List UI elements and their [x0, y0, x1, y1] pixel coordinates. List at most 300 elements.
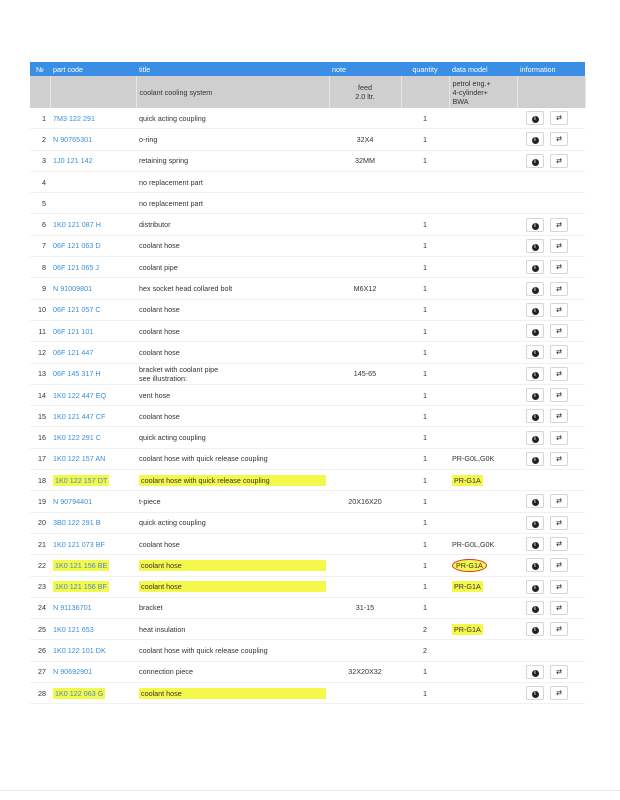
- row-number: 10: [30, 299, 50, 320]
- part-code-link[interactable]: N 91136701: [50, 597, 136, 618]
- part-title: quick acting coupling: [136, 108, 329, 129]
- info-button[interactable]: [526, 111, 544, 125]
- table-row: [30, 661, 585, 682]
- group-model-line1: petrol eng.+: [452, 78, 491, 88]
- part-note: [329, 108, 401, 129]
- part-code-link[interactable]: N 90794401: [50, 491, 136, 512]
- part-data-model: [449, 342, 517, 363]
- table-row: [30, 193, 585, 214]
- part-info-actions: [517, 661, 585, 682]
- row-number: 9: [30, 278, 50, 299]
- info-icon: i: [532, 457, 539, 464]
- part-info-actions: [517, 427, 585, 448]
- info-icon: i: [532, 137, 539, 144]
- part-info-actions: [517, 320, 585, 341]
- info-icon: i: [532, 627, 539, 634]
- info-icon: i: [532, 585, 539, 592]
- row-number: 18: [30, 470, 50, 491]
- info-button[interactable]: [526, 516, 544, 530]
- part-data-model: [449, 257, 517, 278]
- part-note: 32X4: [329, 129, 401, 150]
- swap-button[interactable]: [550, 601, 568, 615]
- info-button[interactable]: [526, 303, 544, 317]
- info-button[interactable]: [526, 537, 544, 551]
- swap-button[interactable]: [550, 580, 568, 594]
- part-note: [329, 214, 401, 235]
- part-info-actions: [517, 342, 585, 363]
- swap-button[interactable]: [550, 218, 568, 232]
- table-row: [30, 278, 585, 299]
- part-code-link[interactable]: 1K0 122 157 AN: [50, 448, 136, 469]
- part-info-actions: [517, 619, 585, 640]
- part-note: [329, 342, 401, 363]
- part-quantity: 1: [401, 533, 449, 554]
- swap-button[interactable]: [550, 132, 568, 146]
- part-data-model: [449, 363, 517, 384]
- info-button[interactable]: [526, 260, 544, 274]
- swap-button[interactable]: [550, 516, 568, 530]
- table-row: [30, 533, 585, 554]
- part-quantity: 1: [401, 342, 449, 363]
- group-note: [329, 76, 401, 108]
- part-note: [329, 576, 401, 597]
- part-info-actions: [517, 299, 585, 320]
- row-number: 21: [30, 533, 50, 554]
- info-button[interactable]: [526, 431, 544, 445]
- part-note: [329, 555, 401, 576]
- part-note: [329, 619, 401, 640]
- part-info-actions: [517, 491, 585, 512]
- table-row: [30, 555, 585, 576]
- swap-button[interactable]: [550, 282, 568, 296]
- part-info-actions: [517, 384, 585, 405]
- part-title: quick acting coupling: [136, 427, 329, 448]
- row-number: 23: [30, 576, 50, 597]
- part-code-link[interactable]: 06F 121 065 J: [50, 257, 136, 278]
- part-info-actions: [517, 597, 585, 618]
- swap-button[interactable]: [550, 494, 568, 508]
- row-number: 7: [30, 235, 50, 256]
- part-code-link[interactable]: N 91009801: [50, 278, 136, 299]
- header-part-code[interactable]: part code: [50, 62, 136, 76]
- part-info-actions: [517, 406, 585, 427]
- part-note: [329, 683, 401, 704]
- swap-button[interactable]: [550, 303, 568, 317]
- part-title: no replacement part: [136, 171, 329, 192]
- table-row: [30, 235, 585, 256]
- group-row: [30, 76, 585, 108]
- info-button[interactable]: [526, 239, 544, 253]
- swap-arrows-icon: ⇄: [556, 498, 562, 506]
- row-number: 3: [30, 150, 50, 171]
- info-button[interactable]: [526, 601, 544, 615]
- part-info-actions: [517, 470, 585, 491]
- info-icon: i: [532, 563, 539, 570]
- info-icon: i: [532, 116, 539, 123]
- swap-button[interactable]: [550, 388, 568, 402]
- part-note: [329, 257, 401, 278]
- swap-button[interactable]: [550, 665, 568, 679]
- swap-arrows-icon: ⇄: [556, 285, 562, 293]
- part-code-link[interactable]: 7M3 122 291: [50, 108, 136, 129]
- part-data-model: PR-G1A: [449, 470, 517, 491]
- part-data-model: PR-G1A: [449, 555, 517, 576]
- part-info-actions: [517, 129, 585, 150]
- part-note: [329, 235, 401, 256]
- part-info-actions: [517, 150, 585, 171]
- part-title: hex socket head collared bolt: [136, 278, 329, 299]
- part-title: coolant hose: [136, 533, 329, 554]
- part-code-link[interactable]: 1K0 121 447 CF: [50, 406, 136, 427]
- part-note: [329, 320, 401, 341]
- group-model: [449, 76, 517, 108]
- info-icon: i: [532, 244, 539, 251]
- row-number: 16: [30, 427, 50, 448]
- part-note: [329, 427, 401, 448]
- table-row: [30, 597, 585, 618]
- swap-arrows-icon: ⇄: [556, 264, 562, 272]
- swap-arrows-icon: ⇄: [556, 434, 562, 442]
- part-title: heat insulation: [136, 619, 329, 640]
- info-button[interactable]: [526, 154, 544, 168]
- part-title: o-ring: [136, 129, 329, 150]
- info-icon: i: [532, 159, 539, 166]
- info-button[interactable]: [526, 367, 544, 381]
- info-icon: i: [532, 372, 539, 379]
- row-number: 28: [30, 683, 50, 704]
- part-info-actions: [517, 512, 585, 533]
- part-data-model: [449, 661, 517, 682]
- swap-button[interactable]: [550, 452, 568, 466]
- info-icon: i: [532, 414, 539, 421]
- info-button[interactable]: [526, 388, 544, 402]
- part-info-actions: [517, 683, 585, 704]
- part-title: vent hose: [136, 384, 329, 405]
- part-quantity: 1: [401, 406, 449, 427]
- part-quantity: 1: [401, 299, 449, 320]
- part-code-link[interactable]: 1J0 121 142: [50, 150, 136, 171]
- row-number: 25: [30, 619, 50, 640]
- part-code-link[interactable]: 1K0 121 073 BF: [50, 533, 136, 554]
- part-data-model: [449, 235, 517, 256]
- table-row: [30, 342, 585, 363]
- part-code-link[interactable]: 1K0 122 101 DK: [50, 640, 136, 661]
- swap-arrows-icon: ⇄: [556, 328, 562, 336]
- part-quantity: 1: [401, 384, 449, 405]
- info-button[interactable]: [526, 409, 544, 423]
- swap-button[interactable]: [550, 111, 568, 125]
- part-quantity: 1: [401, 129, 449, 150]
- row-number: 22: [30, 555, 50, 576]
- part-quantity: 1: [401, 363, 449, 384]
- part-title: coolant hose: [136, 576, 329, 597]
- swap-arrows-icon: ⇄: [556, 115, 562, 123]
- table-row: [30, 640, 585, 661]
- swap-button[interactable]: [550, 324, 568, 338]
- part-note: [329, 171, 401, 192]
- swap-button[interactable]: [550, 409, 568, 423]
- page-bottom-divider: [0, 790, 620, 791]
- part-note: [329, 640, 401, 661]
- part-code-link[interactable]: 1K0 121 156 BF: [50, 576, 136, 597]
- part-note: [329, 384, 401, 405]
- table-row: [30, 683, 585, 704]
- part-title: distributor: [136, 214, 329, 235]
- part-code-link[interactable]: 1K0 121 653: [50, 619, 136, 640]
- part-quantity: 1: [401, 491, 449, 512]
- part-code-link[interactable]: 1K0 122 291 C: [50, 427, 136, 448]
- swap-arrows-icon: ⇄: [556, 519, 562, 527]
- part-quantity: 2: [401, 619, 449, 640]
- row-number: 5: [30, 193, 50, 214]
- part-note: 32X20X32: [329, 661, 401, 682]
- info-icon: i: [532, 287, 539, 294]
- info-icon: i: [532, 670, 539, 677]
- part-code-link[interactable]: 06F 121 063 D: [50, 235, 136, 256]
- part-code-link[interactable]: 1K0 122 447 EQ: [50, 384, 136, 405]
- parts-table-body: [30, 108, 585, 704]
- info-button[interactable]: [526, 622, 544, 636]
- table-header-row: [30, 62, 585, 76]
- part-info-actions: [517, 533, 585, 554]
- info-button[interactable]: [526, 686, 544, 700]
- part-data-model: [449, 597, 517, 618]
- part-info-actions: [517, 278, 585, 299]
- table-row: [30, 150, 585, 171]
- part-code-link[interactable]: 06F 121 447: [50, 342, 136, 363]
- part-info-actions: [517, 640, 585, 661]
- part-code-link[interactable]: 1K0 121 156 BE: [50, 555, 136, 576]
- info-icon: i: [532, 606, 539, 613]
- table-row: [30, 129, 585, 150]
- part-note: [329, 299, 401, 320]
- part-note: 20X16X20: [329, 491, 401, 512]
- swap-button[interactable]: [550, 367, 568, 381]
- info-icon: i: [532, 499, 539, 506]
- swap-arrows-icon: ⇄: [556, 690, 562, 698]
- part-quantity: 1: [401, 108, 449, 129]
- swap-arrows-icon: ⇄: [556, 562, 562, 570]
- info-button[interactable]: [526, 282, 544, 296]
- table-row: [30, 470, 585, 491]
- group-note-line1: feed: [358, 83, 372, 92]
- part-title: bracket: [136, 597, 329, 618]
- part-info-actions: [517, 448, 585, 469]
- part-data-model: [449, 214, 517, 235]
- part-data-model: [449, 320, 517, 341]
- part-quantity: 1: [401, 683, 449, 704]
- header-data-model[interactable]: data model: [449, 62, 517, 76]
- swap-button[interactable]: [550, 537, 568, 551]
- header-information: information: [517, 62, 585, 76]
- swap-arrows-icon: ⇄: [556, 306, 562, 314]
- part-note: 145-65: [329, 363, 401, 384]
- swap-button[interactable]: [550, 345, 568, 359]
- row-number: 15: [30, 406, 50, 427]
- part-quantity: 1: [401, 427, 449, 448]
- header-quantity[interactable]: quantity: [401, 62, 449, 76]
- part-title: coolant hose with quick release coupling: [136, 640, 329, 661]
- table-row: [30, 299, 585, 320]
- part-note: [329, 448, 401, 469]
- group-note-line2: 2.0 ltr.: [355, 92, 375, 101]
- info-icon: i: [532, 691, 539, 698]
- part-info-actions: [517, 257, 585, 278]
- part-code-link[interactable]: 1K0 121 087 H: [50, 214, 136, 235]
- swap-arrows-icon: ⇄: [556, 668, 562, 676]
- part-note: [329, 533, 401, 554]
- swap-arrows-icon: ⇄: [556, 221, 562, 229]
- info-button[interactable]: [526, 665, 544, 679]
- part-info-actions: [517, 363, 585, 384]
- part-code-link[interactable]: 1K0 122 157 DT: [50, 470, 136, 491]
- info-button[interactable]: [526, 580, 544, 594]
- part-quantity: 1: [401, 512, 449, 533]
- swap-arrows-icon: ⇄: [556, 157, 562, 165]
- part-data-model: [449, 129, 517, 150]
- part-title: coolant pipe: [136, 257, 329, 278]
- part-data-model: [449, 299, 517, 320]
- part-quantity: 2: [401, 640, 449, 661]
- part-title: t-piece: [136, 491, 329, 512]
- info-icon: i: [532, 329, 539, 336]
- row-number: 6: [30, 214, 50, 235]
- swap-arrows-icon: ⇄: [556, 626, 562, 634]
- header-note[interactable]: note: [329, 62, 401, 76]
- part-data-model: [449, 278, 517, 299]
- part-note: [329, 470, 401, 491]
- part-title: coolant hose: [136, 683, 329, 704]
- row-number: 26: [30, 640, 50, 661]
- row-number: 2: [30, 129, 50, 150]
- part-title: coolant hose with quick release coupling: [136, 470, 329, 491]
- part-quantity: [401, 193, 449, 214]
- part-code-link[interactable]: [50, 171, 136, 192]
- table-row: [30, 619, 585, 640]
- info-icon: i: [532, 223, 539, 230]
- parts-table-sheet: [30, 62, 585, 704]
- part-data-model: [449, 193, 517, 214]
- part-title: coolant hose: [136, 406, 329, 427]
- part-quantity: 1: [401, 555, 449, 576]
- info-icon: i: [532, 393, 539, 400]
- swap-arrows-icon: ⇄: [556, 392, 562, 399]
- table-row: [30, 576, 585, 597]
- part-title: coolant hose: [136, 320, 329, 341]
- group-model-line2: 4-cylinder+: [452, 87, 488, 97]
- part-data-model: PR-G0L,G0K: [449, 448, 517, 469]
- swap-button[interactable]: [550, 154, 568, 168]
- group-model-line3: BWA: [452, 96, 469, 106]
- info-button[interactable]: [526, 324, 544, 338]
- info-icon: i: [532, 542, 539, 549]
- part-code-link[interactable]: N 90692901: [50, 661, 136, 682]
- part-title: coolant hose: [136, 555, 329, 576]
- swap-button[interactable]: [550, 686, 568, 700]
- info-icon: i: [532, 521, 539, 528]
- part-code-link[interactable]: 06F 145 317 H: [50, 363, 136, 384]
- part-title: retaining spring: [136, 150, 329, 171]
- table-row: [30, 448, 585, 469]
- info-button[interactable]: [526, 452, 544, 466]
- part-data-model: [449, 512, 517, 533]
- part-quantity: 1: [401, 470, 449, 491]
- swap-arrows-icon: ⇄: [556, 370, 562, 378]
- info-button[interactable]: [526, 218, 544, 232]
- row-number: 1: [30, 108, 50, 129]
- part-code-link[interactable]: 1K0 122 063 G: [50, 683, 136, 704]
- part-title: coolant hose: [136, 299, 329, 320]
- info-icon: i: [532, 308, 539, 315]
- info-icon: i: [532, 436, 539, 443]
- swap-arrows-icon: ⇄: [556, 455, 562, 463]
- swap-button[interactable]: [550, 431, 568, 445]
- info-button[interactable]: [526, 132, 544, 146]
- info-button[interactable]: [526, 494, 544, 508]
- part-note: 32MM: [329, 150, 401, 171]
- info-button[interactable]: [526, 558, 544, 572]
- row-number: 19: [30, 491, 50, 512]
- table-row: [30, 384, 585, 405]
- table-row: [30, 320, 585, 341]
- part-quantity: 1: [401, 320, 449, 341]
- parts-table: [30, 62, 586, 704]
- info-button[interactable]: [526, 345, 544, 359]
- part-title: coolant hose: [136, 342, 329, 363]
- part-note: [329, 512, 401, 533]
- part-title: coolant hose with quick release coupling: [136, 448, 329, 469]
- part-info-actions: [517, 555, 585, 576]
- row-number: 11: [30, 320, 50, 341]
- part-quantity: 1: [401, 597, 449, 618]
- part-data-model: [449, 427, 517, 448]
- part-data-model: [449, 171, 517, 192]
- part-title-line2: see illustration:: [139, 373, 187, 383]
- swap-button[interactable]: [550, 558, 568, 572]
- header-no: №: [30, 62, 50, 76]
- part-code-link[interactable]: 06F 121 057 C: [50, 299, 136, 320]
- part-data-model: PR-G0L,G0K: [449, 533, 517, 554]
- part-code-link[interactable]: 06F 121 101: [50, 320, 136, 341]
- table-row: [30, 363, 585, 384]
- swap-button[interactable]: [550, 622, 568, 636]
- group-title: coolant cooling system: [136, 76, 329, 108]
- part-info-actions: [517, 171, 585, 192]
- part-data-model: [449, 108, 517, 129]
- table-row: [30, 108, 585, 129]
- swap-button[interactable]: [550, 260, 568, 274]
- part-quantity: 1: [401, 214, 449, 235]
- row-number: 14: [30, 384, 50, 405]
- info-icon: i: [532, 265, 539, 272]
- swap-arrows-icon: ⇄: [556, 604, 562, 612]
- part-code-link[interactable]: N 90765301: [50, 129, 136, 150]
- table-row: [30, 406, 585, 427]
- part-code-link[interactable]: [50, 193, 136, 214]
- row-number: 13: [30, 363, 50, 384]
- header-title[interactable]: title: [136, 62, 329, 76]
- part-data-model: [449, 640, 517, 661]
- part-title: quick acting coupling: [136, 512, 329, 533]
- row-number: 24: [30, 597, 50, 618]
- part-code-link[interactable]: 3B0 122 291 B: [50, 512, 136, 533]
- swap-arrows-icon: ⇄: [556, 583, 562, 591]
- part-title: bracket with coolant pipe see illustration:: [136, 363, 329, 384]
- swap-button[interactable]: [550, 239, 568, 253]
- row-number: 17: [30, 448, 50, 469]
- part-info-actions: [517, 214, 585, 235]
- table-row: [30, 171, 585, 192]
